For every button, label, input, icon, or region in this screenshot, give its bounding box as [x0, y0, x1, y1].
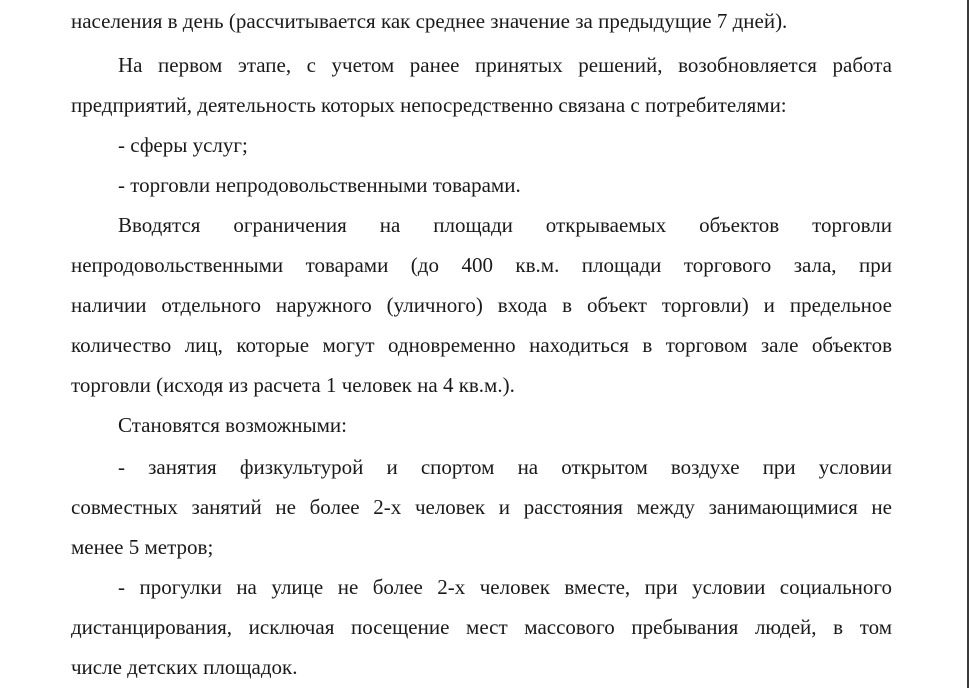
list-item-sports: - занятия физкультурой и спортом на открытом воздухе при условии — [118, 455, 892, 479]
text-line: количество лиц, которые могут одновременно находиться в торговом зале объектов — [71, 333, 892, 357]
text-line: торговли (исходя из расчета 1 человек на 4 кв.м.). — [71, 373, 515, 397]
text-line: населения в день (рассчитывается как среднее значение за предыдущие 7 дней). — [71, 9, 788, 33]
text-line: предприятий, деятельность которых непосредственно связана с потребителями: — [71, 93, 787, 117]
list-item-walks: - прогулки на улице не более 2-х человек вместе, при условии социального — [118, 575, 892, 599]
paragraph-possible-heading: Становятся возможными: — [118, 413, 347, 437]
paragraph-restrictions-line: Вводятся ограничения на площади открываемых объектов торговли — [118, 213, 892, 237]
text-line: непродовольственными товарами (до 400 кв.м. площади торгового зала, при — [71, 253, 892, 277]
text-line: менее 5 метров; — [71, 535, 214, 559]
paragraph-first-stage-line: На первом этапе, с учетом ранее принятых решений, возобновляется работа — [118, 53, 892, 77]
list-item-services: - сферы услуг; — [118, 133, 248, 157]
text-line: совместных занятий не более 2-х человек и расстояния между занимающимися не — [71, 495, 892, 519]
text-line: дистанцирования, исключая посещение мест массового пребывания людей, в том — [71, 615, 892, 639]
text-line: наличии отдельного наружного (уличного) входа в объект торговли) и предельное — [71, 293, 892, 317]
text-line: числе детских площадок. — [71, 655, 298, 679]
list-item-nonfood-trade: - торговли непродовольственными товарами. — [118, 173, 521, 197]
